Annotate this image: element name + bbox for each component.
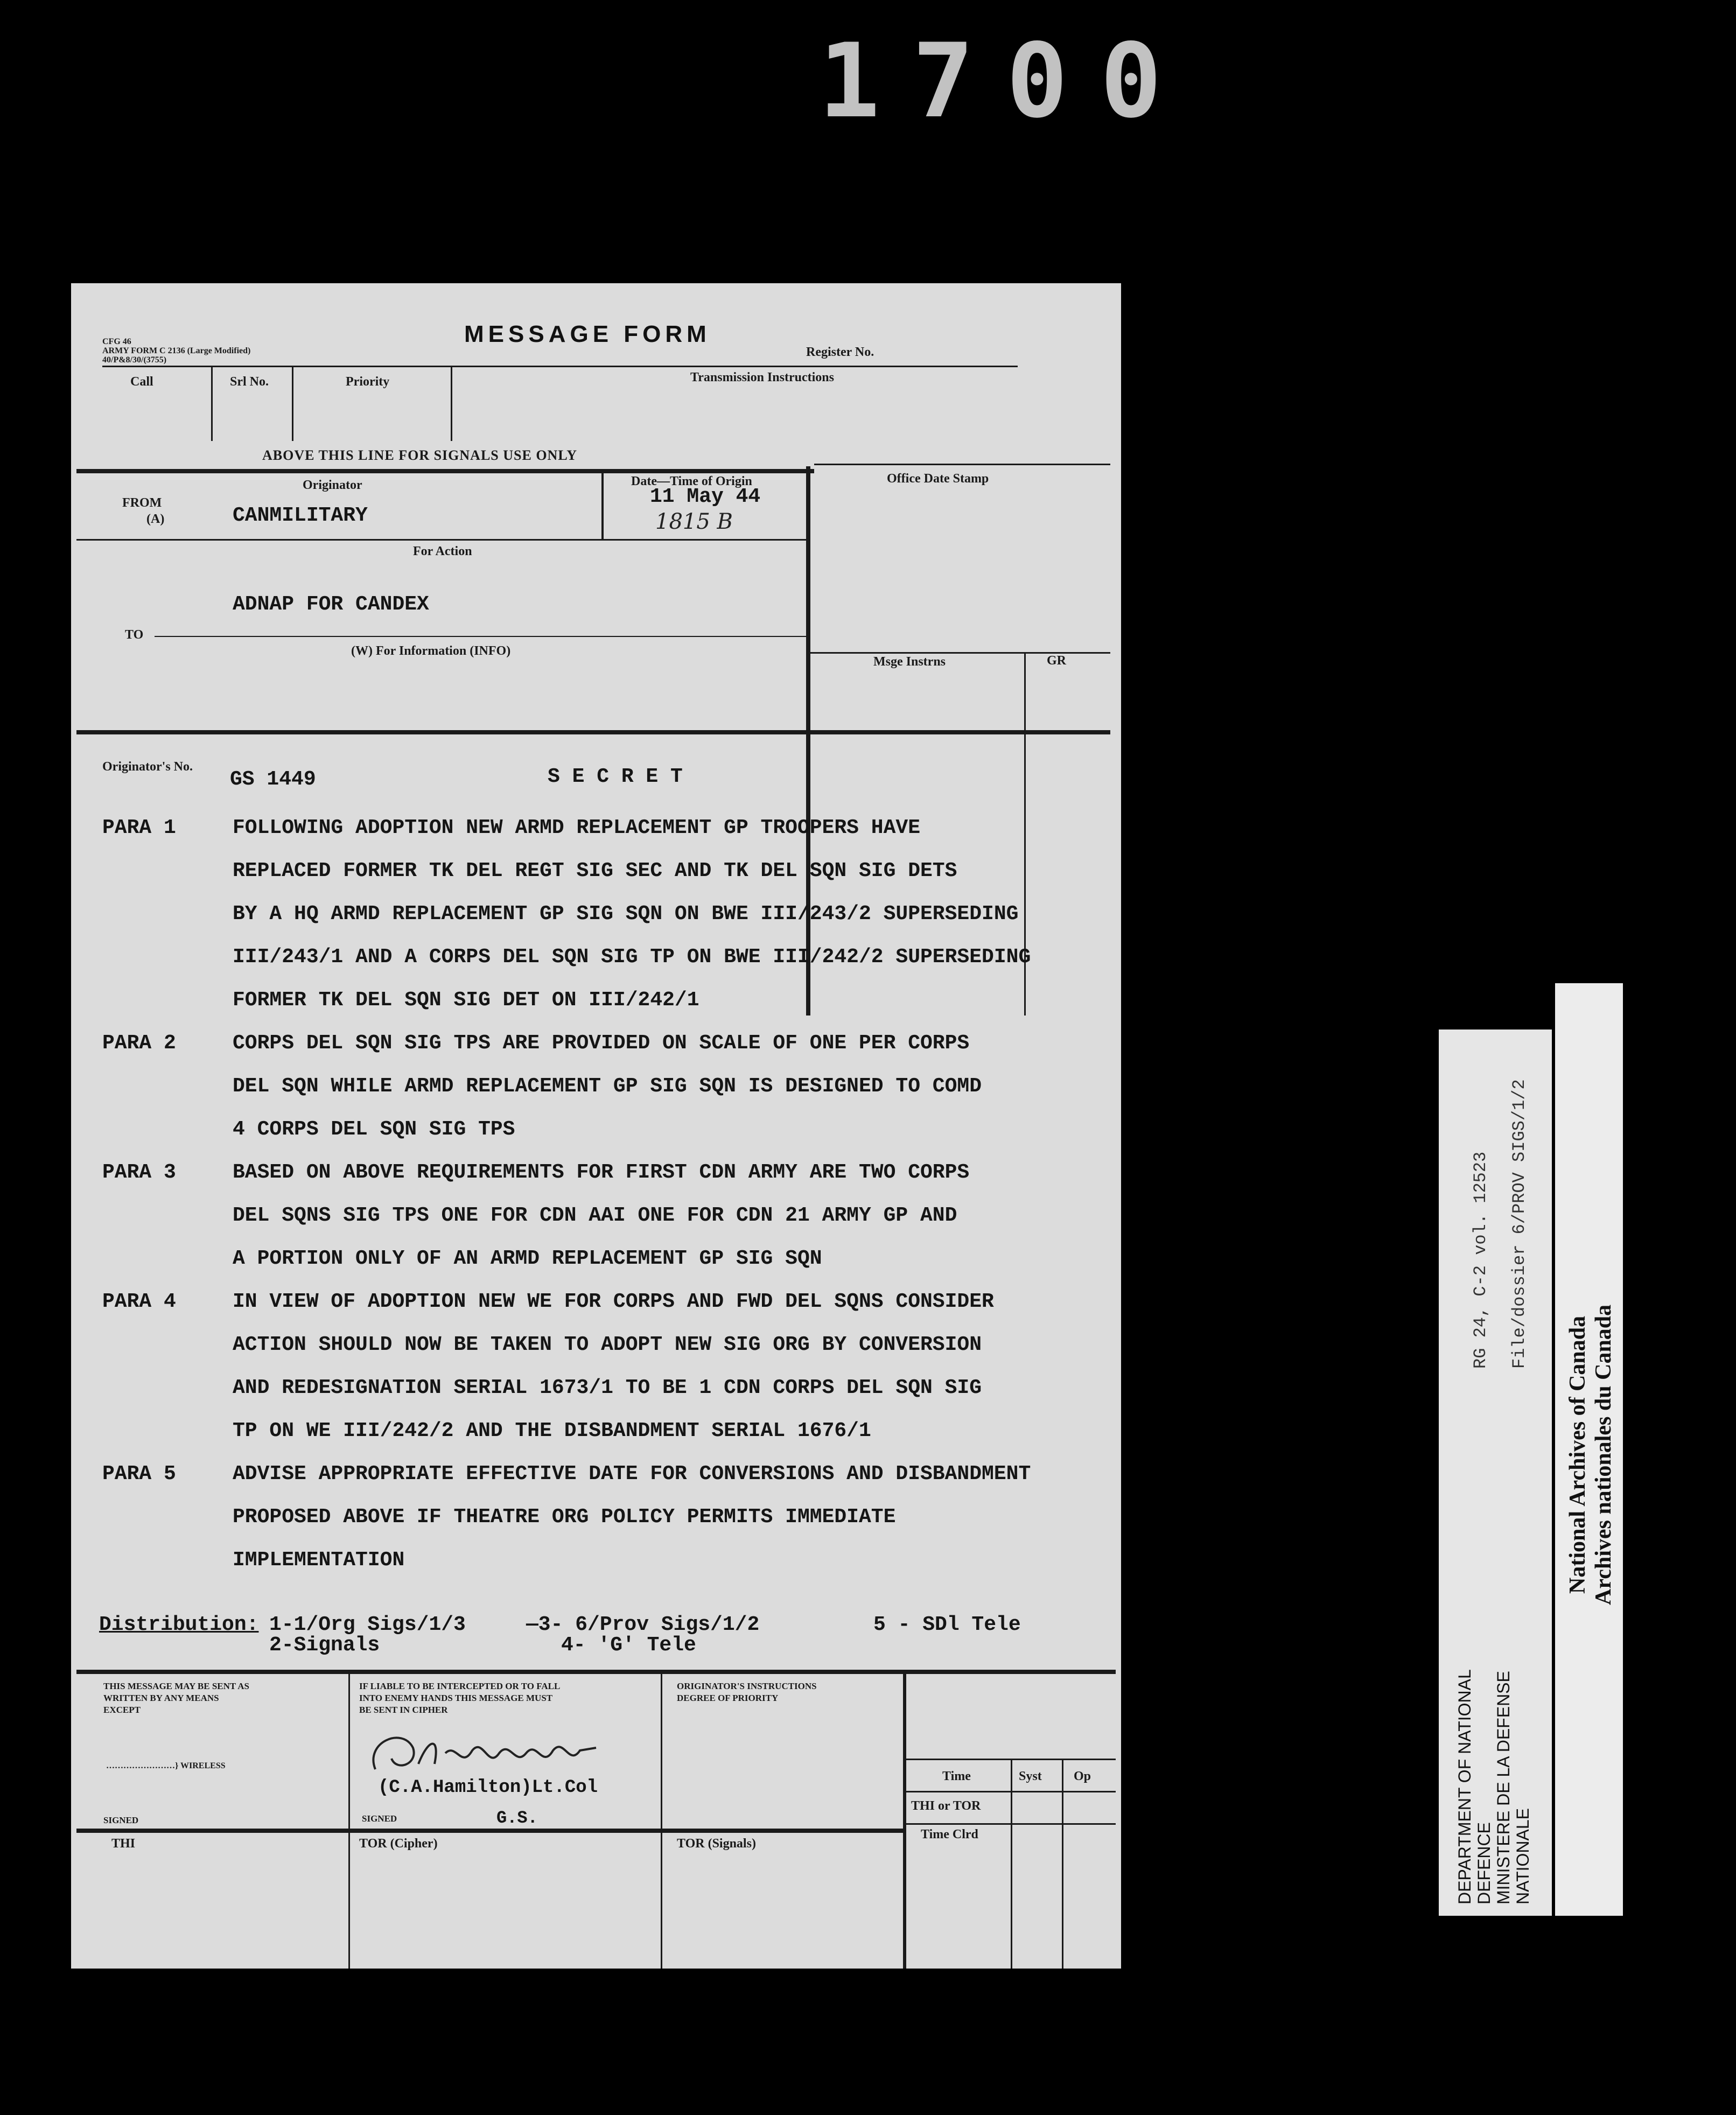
distribution-item: 2-Signals [269,1634,380,1657]
tor-signals-label: TOR (Signals) [677,1837,756,1851]
time-clrd-label: Time Clrd [921,1827,978,1841]
para-line: FORMER TK DEL SQN SIG DET ON III/242/1 [233,989,699,1012]
note-line: EXCEPT [103,1705,141,1715]
para-line: BY A HQ ARMD REPLACEMENT GP SIG SQN ON BWE III/243/2 SUPERSEDING [233,902,1019,926]
form-code: 40/P&8/30/(3755) [102,355,167,365]
note-line: ORIGINATOR'S INSTRUCTIONS [677,1681,817,1691]
dept-line: NATIONALE [1513,1808,1532,1904]
signature [354,1721,634,1785]
para-line: 4 CORPS DEL SQN SIG TPS [233,1118,515,1141]
para-line: DEL SQN WHILE ARMD REPLACEMENT GP SIG SQN IS DESIGNED TO COMD [233,1075,982,1098]
note-line: INTO ENEMY HANDS THIS MESSAGE MUST [359,1693,553,1703]
signer-appointment: G.S. [496,1808,538,1828]
reference-text [1471,1079,1529,1369]
para-line: BASED ON ABOVE REQUIREMENTS FOR FIRST CDN ARMY ARE TWO CORPS [233,1161,970,1184]
para-line: III/243/1 AND A CORPS DEL SQN SIG TP ON BWE III/242/2 SUPERSEDING [233,946,1031,969]
para-line: ADVISE APPROPRIATE EFFECTIVE DATE FOR CONVERSIONS AND DISBANDMENT [233,1462,1031,1486]
transmission-instructions-label: Transmission Instructions [690,370,834,384]
time-label: Time [942,1769,971,1783]
frame-number: 1700 [818,22,1194,141]
originator-value: CANMILITARY [233,504,368,527]
para-line: DEL SQNS SIG TPS ONE FOR CDN AAI ONE FOR CDN 21 ARMY GP AND [233,1204,957,1227]
form-code: CFG 46 [102,337,131,346]
distribution-item: 4- 'G' Tele [561,1634,696,1657]
op-label: Op [1074,1769,1091,1783]
register-no-label: Register No. [806,345,874,359]
para-line: PROPOSED ABOVE IF THEATRE ORG POLICY PERMITS IMMEDIATE [233,1505,896,1529]
distribution-item: 5 - SDl Tele [873,1613,1021,1636]
classification: S E C R E T [548,765,683,788]
para-line: TP ON WE III/242/2 AND THE DISBANDMENT SERIAL 1676/1 [233,1419,871,1442]
priority-label: Priority [346,375,390,389]
distribution-item: —3- 6/Prov Sigs/1/2 [526,1613,760,1636]
para-line: IMPLEMENTATION [233,1549,405,1572]
note-line: DEGREE OF PRIORITY [677,1693,779,1703]
para-label: PARA 1 [102,816,176,839]
para-line: A PORTION ONLY OF AN ARMD REPLACEMENT GP SIG SQN [233,1247,822,1270]
syst-label: Syst [1019,1769,1042,1783]
for-action-label: For Action [413,544,472,558]
for-action-value: ADNAP FOR CANDEX [233,593,429,616]
date-value: 11 May 44 [650,485,761,508]
form-code: ARMY FORM C 2136 (Large Modified) [102,346,251,355]
para-label: PARA 2 [102,1032,176,1055]
originators-no-label: Originator's No. [102,760,193,774]
originators-no-value: GS 1449 [230,768,316,791]
originator-instructions [677,1680,817,1704]
office-stamp-label: Office Date Stamp [887,472,989,486]
thi-or-tor-label: THI or TOR [911,1799,981,1813]
wireless-label: ……………………} WIRELESS [106,1761,226,1770]
dept-line: MINISTERE DE LA DEFENSE [1494,1671,1513,1904]
from-sub-label: (A) [146,512,165,526]
call-label: Call [130,375,153,389]
para-label: PARA 5 [102,1462,176,1486]
form-codes [102,337,250,365]
ref-line: RG 24, C-2 vol. 12523 [1471,1151,1490,1369]
message-form [71,283,1121,1969]
signer-name: (C.A.Hamilton)Lt.Col [378,1777,598,1798]
department-label-card [1439,1030,1552,1916]
dept-line: DEFENCE [1474,1822,1494,1904]
srl-no-label: Srl No. [230,375,269,389]
signed-label-left: SIGNED [103,1815,139,1825]
para-line: REPLACED FORMER TK DEL REGT SIG SEC AND TK DEL SQN SIG DETS [233,859,957,883]
ref-line: File/dossier 6/PROV SIGS/1/2 [1509,1079,1529,1369]
para-line: IN VIEW OF ADOPTION NEW WE FOR CORPS AND FWD DEL SQNS CONSIDER [233,1290,994,1313]
wireless-text: WIRELESS [180,1761,226,1770]
gr-label: GR [1047,654,1066,668]
archives-text [1565,1305,1616,1605]
archives-line: Archives nationales du Canada [1591,1304,1616,1605]
para-line: ACTION SHOULD NOW BE TAKEN TO ADOPT NEW SIG ORG BY CONVERSION [233,1333,982,1356]
msge-instrns-label: Msge Instrns [873,655,946,669]
from-label: FROM [122,496,162,510]
note-line: BE SENT IN CIPHER [359,1705,448,1715]
para-label: PARA 3 [102,1161,176,1184]
above-line-note: ABOVE THIS LINE FOR SIGNALS USE ONLY [262,447,578,463]
note-line: WRITTEN BY ANY MEANS [103,1693,219,1703]
date-time-label: Date—Time of Origin [631,474,752,488]
info-label: (W) For Information (INFO) [351,644,511,658]
thi-label: THI [111,1837,136,1851]
para-line: AND REDESIGNATION SERIAL 1673/1 TO BE 1 CDN CORPS DEL SQN SIG [233,1376,982,1399]
para-line: FOLLOWING ADOPTION NEW ARMD REPLACEMENT GP TROOPERS HAVE [233,816,921,839]
note-line: IF LIABLE TO BE INTERCEPTED OR TO FALL [359,1681,561,1691]
sent-as-note [103,1680,249,1716]
para-line: CORPS DEL SQN SIG TPS ARE PROVIDED ON SCALE OF ONE PER CORPS [233,1032,970,1055]
archives-label-card [1555,983,1623,1916]
originator-label: Originator [303,478,362,492]
distribution-label: Distribution: [99,1613,259,1636]
distribution-item: 1-1/Org Sigs/1/3 [269,1613,466,1636]
department-text [1455,1669,1532,1904]
note-line: THIS MESSAGE MAY BE SENT AS [103,1681,249,1691]
cipher-note [359,1680,560,1716]
time-handwritten: 1815 B [655,509,733,534]
to-label: TO [125,628,144,642]
para-label: PARA 4 [102,1290,176,1313]
form-title: MESSAGE FORM [464,321,711,347]
signed-label-right: SIGNED [362,1813,397,1824]
dept-line: DEPARTMENT OF NATIONAL [1455,1669,1474,1904]
archives-line: National Archives of Canada [1565,1315,1590,1594]
tor-cipher-label: TOR (Cipher) [359,1837,438,1851]
